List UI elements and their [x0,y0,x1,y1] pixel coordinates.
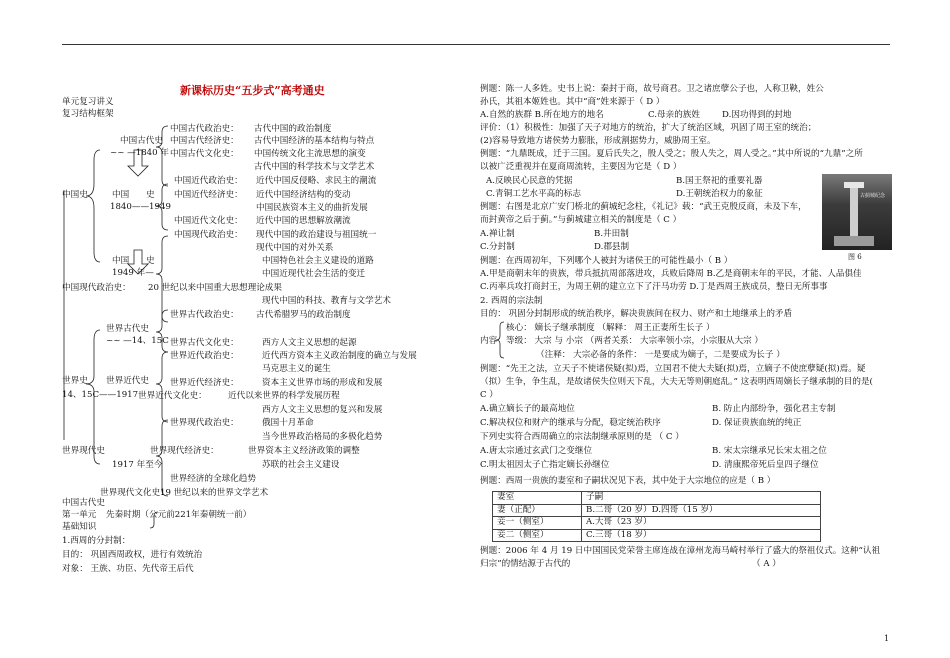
r17-label: 世界近代政治史： [170,351,239,361]
section-1-purpose: 目的： 巩固西周政权，进行有效统治 [62,550,203,560]
table-row [493,529,821,542]
section-2-note: （注释： 大宗必备的条件： 一是要成为嫡子，二是要成为长子 ） [536,350,785,360]
q2-opt-a: A.反映民心民意的凭据 [486,176,573,186]
page-number: 1 [884,634,890,643]
table-cell: 妻（正配） [493,504,582,517]
q6-opt-d: D. 清康熙帝死后皇四子继位 [712,460,819,470]
r8-text: 近代中国的思想解放潮流 [256,216,351,226]
q1-opt-c: C.母亲的族姓 [648,110,700,120]
r19-label: 世界近代经济史： [170,378,239,388]
r8-label: 中国近代文化史： [174,216,243,226]
r13-text: 20 世纪以来中国重大思想理论成果 [148,283,282,293]
q4-opt-ab: A.甲是商朝末年的贵族，带兵抵抗周部落进攻，兵败后降周 B.乙是商朝末年的平民，才能、人品俱佳 [480,269,862,279]
section-1-object: 对象： 王族、功臣、先代帝王后代 [62,564,194,574]
cn-contemp-heading-b: 史 [146,256,155,266]
r20-label: 世界近代文化史： [138,391,207,401]
evaluation-1: 评价：（1）积极性：加强了天子对地方的统治，扩大了统治区域，巩固了周王室的统治； [480,123,817,133]
table-header-children: 子嗣 [582,492,821,505]
table-row [493,492,821,505]
r4-text: 古代中国的科学技术与文学艺术 [254,162,375,172]
r3-text: 中国传统文化主流思想的演变 [254,149,366,159]
r6-text: 近代中国经济结构的变动 [256,190,351,200]
basic-knowledge: 基础知识 [62,522,97,532]
cn-history-heading: 中国史 [62,190,88,200]
unit-review-label: 单元复习讲义 [62,97,114,107]
r1-text: 古代中国的政治制度 [254,124,332,134]
q5-opt-a: A.确立嫡长子的最高地位 [480,404,575,414]
r7-text: 中国民族资本主义的曲折发展 [256,203,368,213]
r27-label: 世界现代文化史： [100,488,169,498]
q2-line1: 例题：“九鼎既成，迁于三国。夏后氏失之，殷人受之；殷人失之，周人受之。”其中所说的“九鼎”之所 [480,149,863,159]
r27-text: 19 世纪以来的世界文学艺术 [160,488,269,498]
r15-text: 古代希腊罗马的政治制度 [256,310,351,320]
evaluation-2: (2)容易导致地方诸侯势力膨胀，形成割据势力，威胁周王室。 [480,136,716,146]
q3-opt-b: B.井田制 [594,229,629,239]
r12-text: 中国近现代社会生活的变迁 [262,269,366,279]
period-15c: ~~ —14、15C [106,336,169,346]
q5-line2: （拟）生争，争生乱，是故诸侯失位则天下乱，大夫无等则朝庭乱。” 这表明西周嫡长子继承制的目的是( [480,377,873,387]
q8-line1: 例题：2006 年 4 月 19 日中国国民党荣誉主席连战在漳州龙海马崎村举行了盛大的祭祖仪式。这种“认祖 [480,546,881,556]
world-history-heading: 世界史 [62,376,88,386]
r5-label: 中国近代政治史： [174,176,243,186]
table-cell: 妾二（侧室） [493,529,582,542]
period-1840-1949: 1840——1949 [110,202,171,212]
section-2-core: 核心： 嫡长子继承制度 （解释： 周王正妻所生长子 ） [506,323,715,333]
world-ancient-heading: 世界古代史 [106,324,149,334]
r15-label: 世界古代政治史： [170,310,239,320]
q7-line1: 例题：西周一贵族的妻室和子嗣状况见下表，其中处于大宗地位的应是（ B ） [480,476,776,486]
cn-ancient-heading: 中国古代史 [120,136,163,146]
figure-label: 图 6 [848,253,862,261]
q5-opt-c: C.解决权位和财产的继承与分配，稳定统治秩序 [480,418,661,428]
period-1840: ~~ —1840 年 [110,148,169,158]
table-row [493,517,821,530]
q2-line2: 以被广泛重视并在夏商周流转，主要因为它是（ D ） [480,162,682,172]
r10-text: 现代中国的对外关系 [256,243,334,253]
r2-label: 中国古代经济史： [170,136,239,146]
r6-label: 中国近代经济史： [174,190,243,200]
q6-line1: 下列史实符合西周确立的宗法制继承原则的是 （ C ） [480,432,684,442]
q3-opt-a: A.禅让制 [480,229,515,239]
q6-opt-b: B. 宋太宗继承兄长宋太祖之位 [712,446,827,456]
world-contemp-heading: 世界现代史 [62,446,105,456]
q3-line1: 例题：右图是北京广安门桥北的蓟城纪念柱，《礼记》载：“武王克殷反商，未及下车， [480,202,807,212]
cn-ancient-heading-2: 中国古代史 [62,498,105,508]
cn-modern-heading-b: 史 [146,190,155,200]
section-2-levels: 等级： 大宗 与 小宗 （两者关系： 大宗率领小宗，小宗服从大宗 ） [506,336,764,346]
period-1917: 1917 年至今 [112,460,163,470]
memorial-photo-caption: 古蓟城纪念 [860,193,886,199]
q6-opt-c: C.明太祖因太子亡指定嫡长孙继位 [480,460,610,470]
r18-text: 马克思主义的诞生 [262,364,331,374]
q4-opt-cd: C.丙率兵攻打商封王，为周王朝的建立立下了汗马功劳 D.丁是西周王族成员，整日无所事事 [480,282,828,292]
q8-answer: （ A ） [752,559,781,569]
q1-opt-ab: A.自然的族群 B.所在地方的地名 [480,110,604,120]
r22-label: 世界现代政治史： [170,418,239,428]
period-14-1917: 14、15C——1917 [62,390,139,400]
q6-opt-a: A.唐太宗通过玄武门之变继位 [480,446,593,456]
q8-line2: 归宗”的情结源于古代的 [480,559,571,569]
table-cell: A.大哥（23 岁） [582,517,821,530]
section-2-purpose: 目的： 巩固分封制形成的统治秩序，解决贵族间在权力、财产和土地继承上的矛盾 [480,309,793,319]
r23-text: 当今世界政治格局的多极化趋势 [262,432,383,442]
r9-text: 现代中国的政治建设与祖国统一 [256,230,377,240]
r5-text: 近代中国反侵略、求民主的潮流 [256,176,377,186]
structure-label: 复习结构框架 [62,109,114,119]
world-modern-heading: 世界近代史 [106,376,149,386]
table-header-wife: 妻室 [493,492,582,505]
section-1-title: 1.西周的分封制： [62,536,131,546]
r26-text: 世界经济的全球化趋势 [170,474,256,484]
q3-line2: 而封黄帝之后于蓟。”与蓟城建立相关的制度是（ C ） [480,215,682,225]
r14-text: 现代中国的科技、教育与文学艺术 [262,296,391,306]
r21-text: 西方人文主义思想的复兴和发展 [262,405,383,415]
q5-line1: 例题：“先王之法，立天子不使诸侯疑(拟)焉，立国君不使大夫疑(拟)焉，立嫡子不使庶孽疑(拟)焉。疑 [480,364,866,374]
table-cell: C.三哥（18 岁） [582,529,821,542]
q5-opt-d: D. 保证贵族血统的纯正 [712,418,802,428]
q3-opt-d: D.郡县制 [594,242,630,252]
r9-label: 中国现代政治史： [174,230,243,240]
r16-label: 世界古代文化史： [170,338,239,348]
q1-line1: 例题：陈一人多姓。史书上说：秦封于商，故号商君。卫之诸庶孽公子也，人称卫鞅，姓公 [480,84,824,94]
r1-label: 中国古代政治史： [170,124,239,134]
section-2-title: 2. 西周的宗法制 [480,296,543,306]
table-cell: 妾一（侧室） [493,517,582,530]
r25-text: 苏联的社会主义建设 [262,460,340,470]
lineage-table [492,491,821,542]
r19-text: 资本主义世界市场的形成和发展 [262,378,383,388]
unit1-label: 第一单元 [62,510,97,520]
r3-label: 中国古代文化史： [170,149,239,159]
cn-contemp-heading-a: 中国 [112,256,130,266]
r20-text: 近代以来世界的科学发展历程 [228,391,340,401]
table-cell: B.二哥（20 岁）D.四哥（15 岁） [582,504,821,517]
r24-label: 世界现代经济史： [150,446,219,456]
period-1949: 1949 年— [112,268,154,278]
r22-text: 俄国十月革命 [262,418,314,428]
q5-answer: C ） [480,390,498,400]
section-2-content-label: 内容 [480,336,498,346]
q2-opt-d: D.王朝统治权力的象征 [676,189,763,199]
q2-opt-c: C.青铜工艺水平高的标志 [486,189,581,199]
r24-text: 世界资本主义经济政策的调整 [248,446,360,456]
cn-contemp-pol-heading: 中国现代政治史： [62,283,131,293]
q2-opt-b: B.国王祭祀的重要礼器 [676,176,763,186]
unit1-name: 先秦时期（公元前221年秦朝统一前） [106,510,252,520]
q3-opt-c: C.分封制 [480,242,515,252]
q1-line2: 孙氏，其祖本姬姓也。其中“商”姓来源于（ D ） [480,97,665,107]
cn-modern-heading-a: 中国 [112,190,130,200]
q1-opt-d: D.因功得到的封地 [722,110,792,120]
r16-text: 西方人文主义思想的起源 [262,338,357,348]
r11-text: 中国特色社会主义建设的道路 [262,256,374,266]
q4-line1: 例题：在西周初年，下列哪个人被封为诸侯王的可能性最小（ B ） [480,256,733,266]
r2-text: 古代中国经济的基本结构与特点 [254,136,375,146]
table-row [493,504,821,517]
page-title: 新课标历史“五步式”高考通史 [180,84,325,97]
r17-text: 近代西方资本主义政治制度的确立与发展 [262,351,417,361]
q5-opt-b: B. 防止内部纷争，强化君主专制 [712,404,836,414]
